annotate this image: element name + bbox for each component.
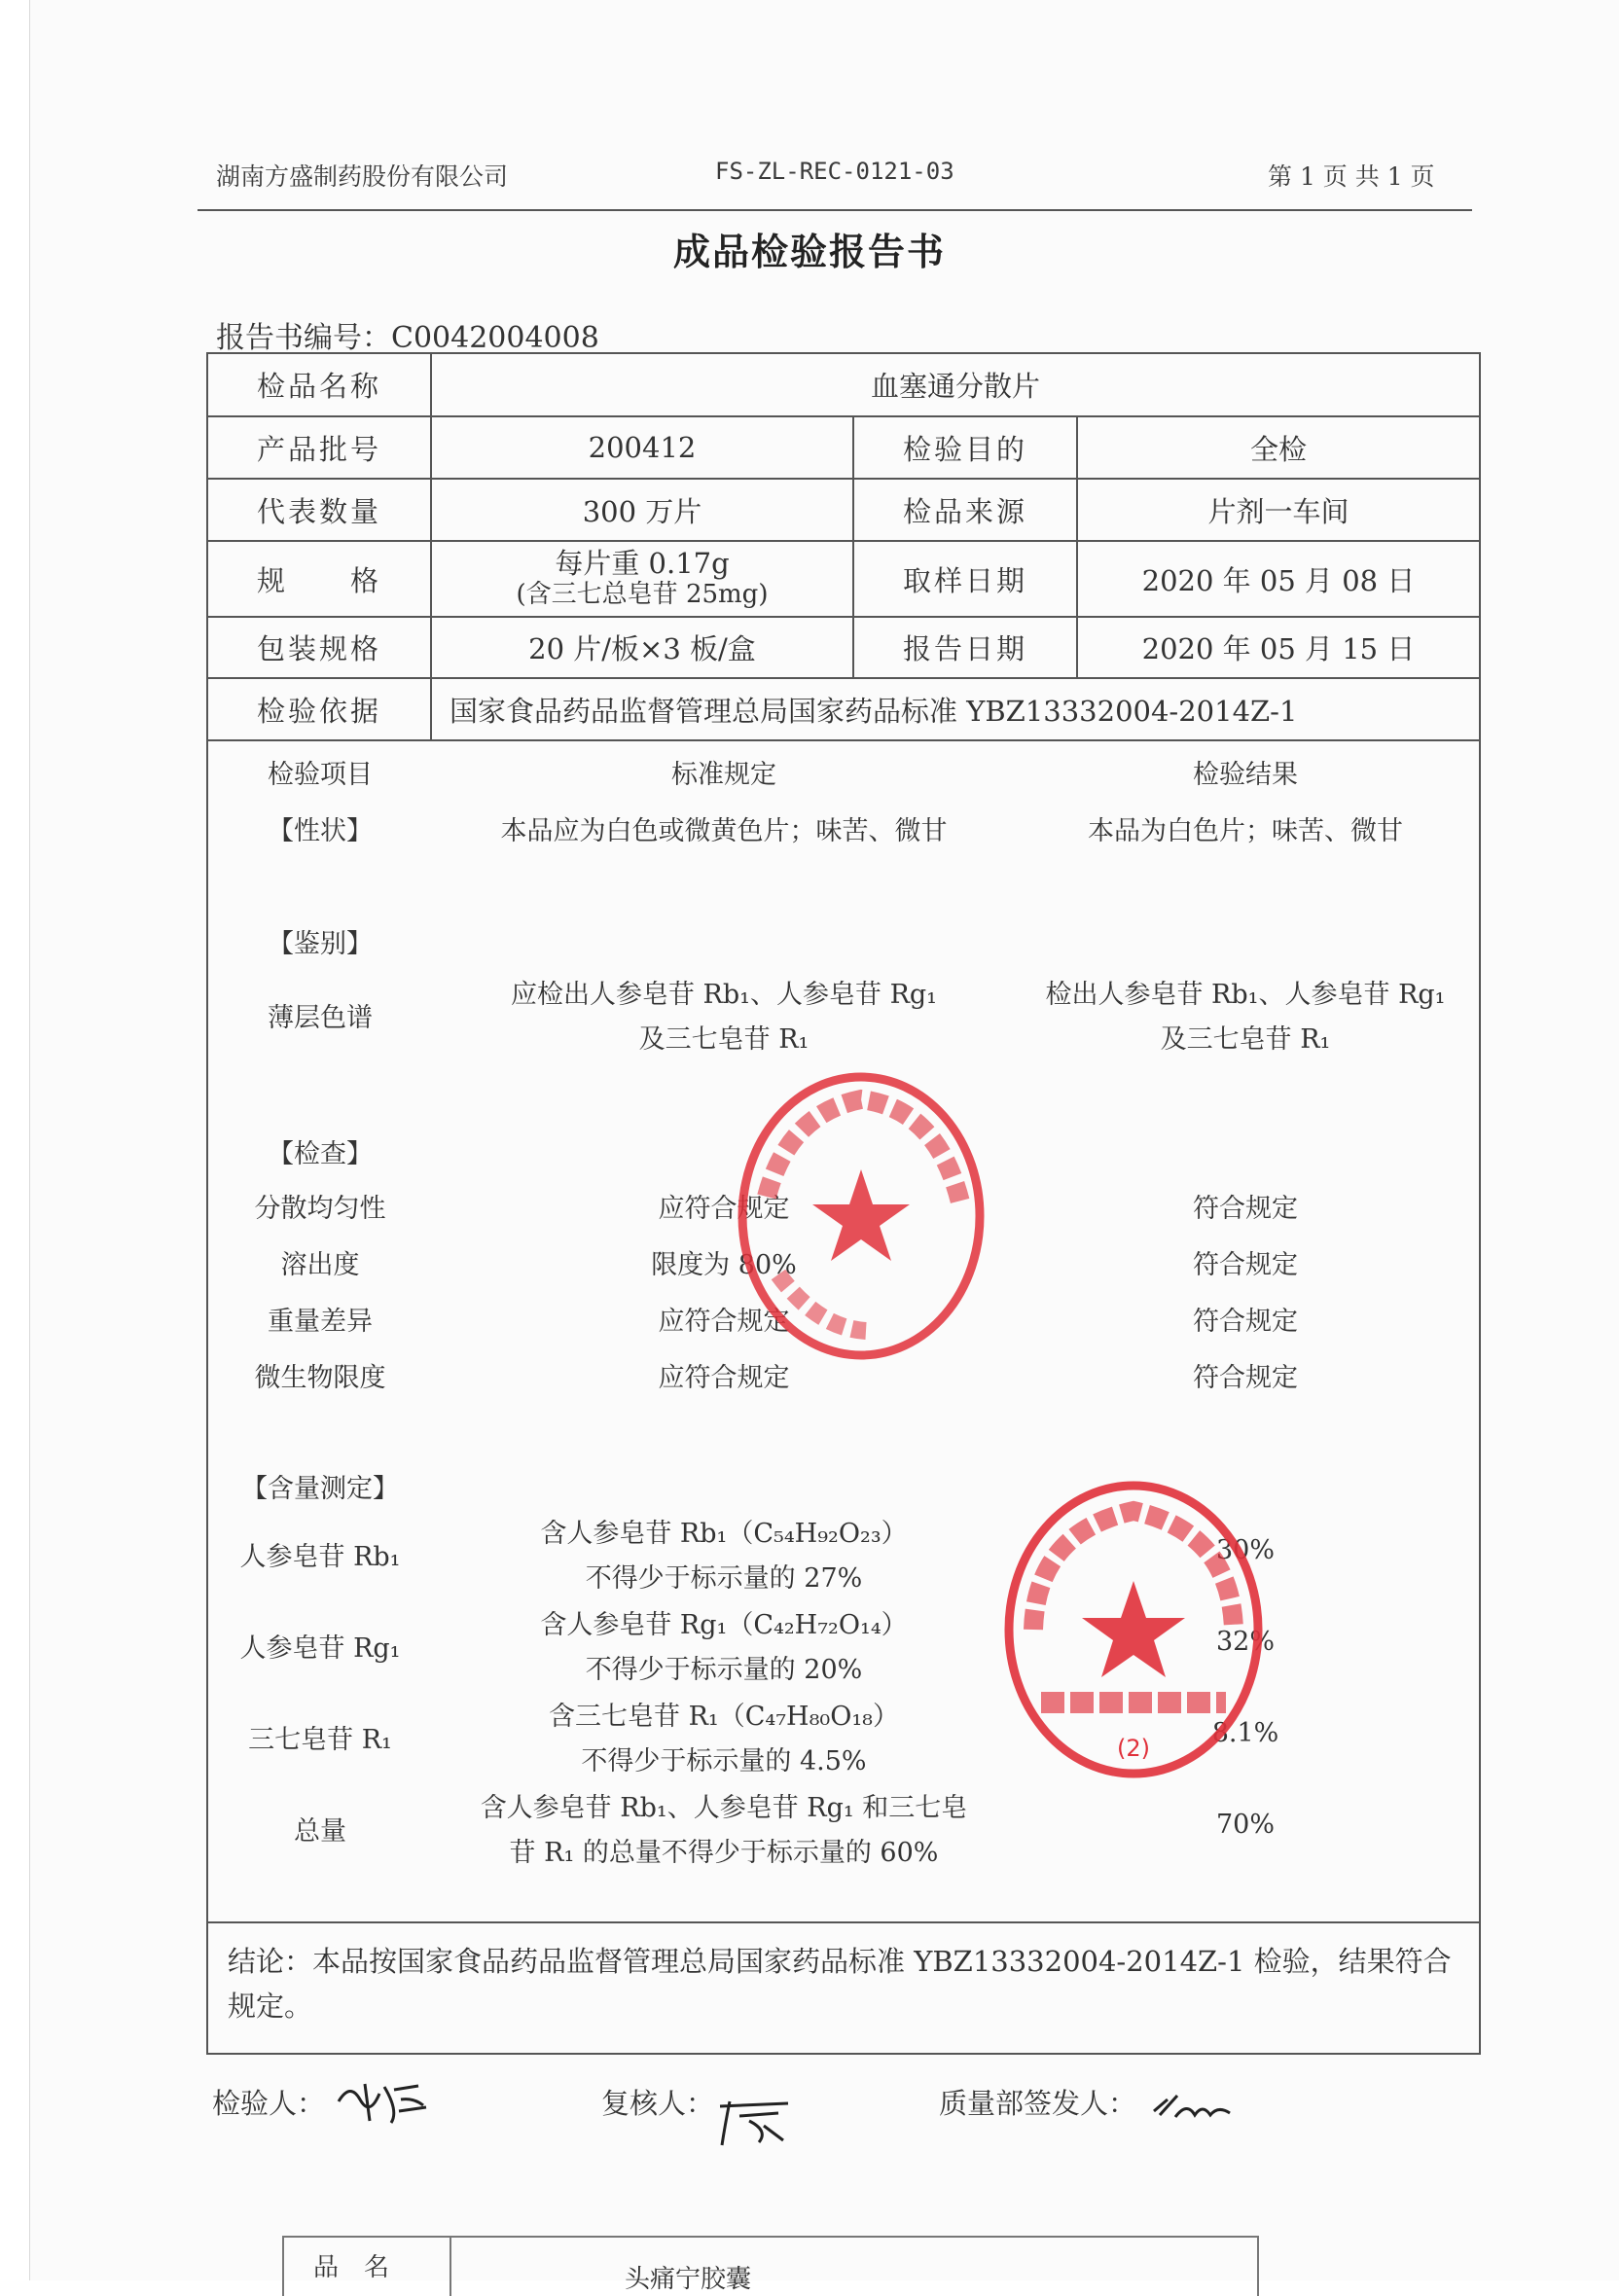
inspector-signature bbox=[331, 2072, 438, 2131]
identification-item: 薄层色谱 bbox=[268, 1003, 373, 1033]
reviewer-signature bbox=[710, 2092, 798, 2150]
name-value: 血塞通分散片 bbox=[431, 353, 1480, 416]
column-header-standard: 标准规定 bbox=[671, 760, 776, 790]
column-header-result: 检验结果 bbox=[1193, 760, 1298, 790]
batch-label: 产品批号 bbox=[207, 416, 431, 479]
assay-result: 70% bbox=[1215, 1810, 1275, 1840]
assay-standard-line1: 含人参皂苷 Rb₁、人参皂苷 Rg₁ 和三七皂 bbox=[480, 1793, 968, 1823]
sample-date-value: 2020 年 05 月 08 日 bbox=[1077, 541, 1480, 617]
inspection-result: 符合规定 bbox=[1193, 1250, 1298, 1280]
batch-value: 200412 bbox=[431, 416, 853, 479]
assay-standard-line2: 不得少于标示量的 20% bbox=[585, 1655, 863, 1685]
qa-signer-label: 质量部签发人： bbox=[939, 2087, 1137, 2120]
pack-value: 20 片/板×3 板/盒 bbox=[431, 617, 853, 678]
appearance-result: 本品为白色片；味苦、微甘 bbox=[1088, 816, 1403, 846]
source-label: 检品来源 bbox=[853, 479, 1077, 541]
product-info-table bbox=[206, 352, 1481, 741]
spec-label: 规 格 bbox=[207, 541, 431, 617]
inspection-result: 符合规定 bbox=[1193, 1363, 1298, 1393]
stamp-number: (2) bbox=[1117, 1735, 1150, 1762]
spec-value-line2: (含三七总皂苷 25mg) bbox=[516, 580, 769, 609]
inspection-item: 重量差异 bbox=[268, 1307, 373, 1337]
appearance-standard: 本品应为白色或微黄色片；味苦、微甘 bbox=[500, 816, 948, 846]
report-title: 成品检验报告书 bbox=[672, 230, 946, 273]
inspection-item: 溶出度 bbox=[280, 1250, 360, 1280]
quantity-value: 300 万片 bbox=[431, 479, 853, 541]
spec-value-line1: 每片重 0.17g bbox=[555, 547, 730, 580]
pack-label: 包装规格 bbox=[207, 617, 431, 678]
conclusion-text: 结论：本品按国家食品药品监督管理总局国家药品标准 YBZ13332004-2014Z-1 检验，结果符合规定。 bbox=[228, 1945, 1452, 2023]
report-date-label: 报告日期 bbox=[853, 617, 1077, 678]
assay-item: 人参皂苷 Rb₁ bbox=[239, 1542, 401, 1572]
sample-date-label: 取样日期 bbox=[853, 541, 1077, 617]
assay-standard-line1: 含人参皂苷 Rb₁（C₅₄H₉₂O₂₃） bbox=[540, 1519, 908, 1549]
purpose-value: 全检 bbox=[1077, 416, 1480, 479]
company-qc-stamp bbox=[983, 1464, 1284, 1795]
section-identification: 【鉴别】 bbox=[268, 929, 373, 959]
underlying-divider bbox=[450, 2238, 451, 2296]
quantity-label: 代表数量 bbox=[207, 479, 431, 541]
assay-result: 30% bbox=[1215, 1535, 1275, 1565]
assay-item: 三七皂苷 R₁ bbox=[248, 1725, 392, 1755]
assay-result: 32% bbox=[1215, 1627, 1275, 1657]
assay-item: 总量 bbox=[294, 1816, 346, 1847]
identification-result-line2: 及三七皂苷 R₁ bbox=[1160, 1024, 1331, 1055]
assay-standard-line2: 苷 R₁ 的总量不得少于标示量的 60% bbox=[509, 1838, 939, 1868]
assay-standard-line2: 不得少于标示量的 27% bbox=[585, 1563, 863, 1594]
spec-value bbox=[431, 541, 853, 617]
report-date-value: 2020 年 05 月 15 日 bbox=[1077, 617, 1480, 678]
assay-item: 人参皂苷 Rg₁ bbox=[239, 1633, 401, 1664]
identification-standard-line1: 应检出人参皂苷 Rb₁、人参皂苷 Rg₁ bbox=[510, 980, 938, 1010]
inspection-result: 符合规定 bbox=[1193, 1307, 1298, 1337]
underlying-document bbox=[282, 2236, 1259, 2296]
purpose-label: 检验目的 bbox=[853, 416, 1077, 479]
supplier-quality-stamp bbox=[720, 1060, 1002, 1372]
section-assay: 【含量测定】 bbox=[241, 1474, 399, 1504]
name-label: 检品名称 bbox=[207, 353, 431, 416]
identification-result-line1: 检出人参皂苷 Rb₁、人参皂苷 Rg₁ bbox=[1045, 980, 1446, 1010]
column-header-item: 检验项目 bbox=[268, 760, 373, 790]
underlying-row-value: 头痛宁胶囊 bbox=[625, 2265, 752, 2294]
assay-standard-line1: 含三七皂苷 R₁（C₄₇H₈₀O₁₈） bbox=[548, 1702, 900, 1732]
page-info: 第 1 页 共 1 页 bbox=[1268, 162, 1435, 191]
inspector-label: 检验人： bbox=[212, 2087, 326, 2120]
assay-standard-line1: 含人参皂苷 Rg₁（C₄₂H₇₂O₁₄） bbox=[540, 1610, 908, 1640]
conclusion-box bbox=[206, 1921, 1481, 2055]
company-name: 湖南方盛制药股份有限公司 bbox=[216, 162, 509, 191]
document-code: FS-ZL-REC-0121-03 bbox=[715, 158, 954, 185]
inspection-standard: 应符合规定 bbox=[658, 1307, 790, 1337]
section-inspection: 【检查】 bbox=[268, 1139, 373, 1169]
qa-signature bbox=[1148, 2082, 1236, 2131]
inspection-item: 分散均匀性 bbox=[254, 1194, 386, 1224]
inspection-standard: 应符合规定 bbox=[658, 1194, 790, 1224]
inspection-standard: 限度为 80% bbox=[651, 1250, 797, 1280]
underlying-row-label: 品 名 bbox=[313, 2253, 390, 2282]
inspection-result: 符合规定 bbox=[1193, 1194, 1298, 1224]
assay-standard-line2: 不得少于标示量的 4.5% bbox=[581, 1746, 867, 1776]
source-value: 片剂一车间 bbox=[1077, 479, 1480, 541]
assay-result: 8.1% bbox=[1211, 1718, 1279, 1748]
inspection-item: 微生物限度 bbox=[254, 1363, 386, 1393]
identification-standard-line2: 及三七皂苷 R₁ bbox=[638, 1024, 810, 1055]
reviewer-label: 复核人： bbox=[601, 2087, 715, 2120]
basis-label: 检验依据 bbox=[207, 678, 431, 740]
report-number: 报告书编号：C0042004008 bbox=[216, 321, 599, 355]
header-rule bbox=[198, 209, 1472, 211]
inspection-standard: 应符合规定 bbox=[658, 1363, 790, 1393]
basis-value: 国家食品药品监督管理总局国家药品标准 YBZ13332004-2014Z-1 bbox=[431, 678, 1480, 740]
section-appearance: 【性状】 bbox=[268, 816, 373, 846]
